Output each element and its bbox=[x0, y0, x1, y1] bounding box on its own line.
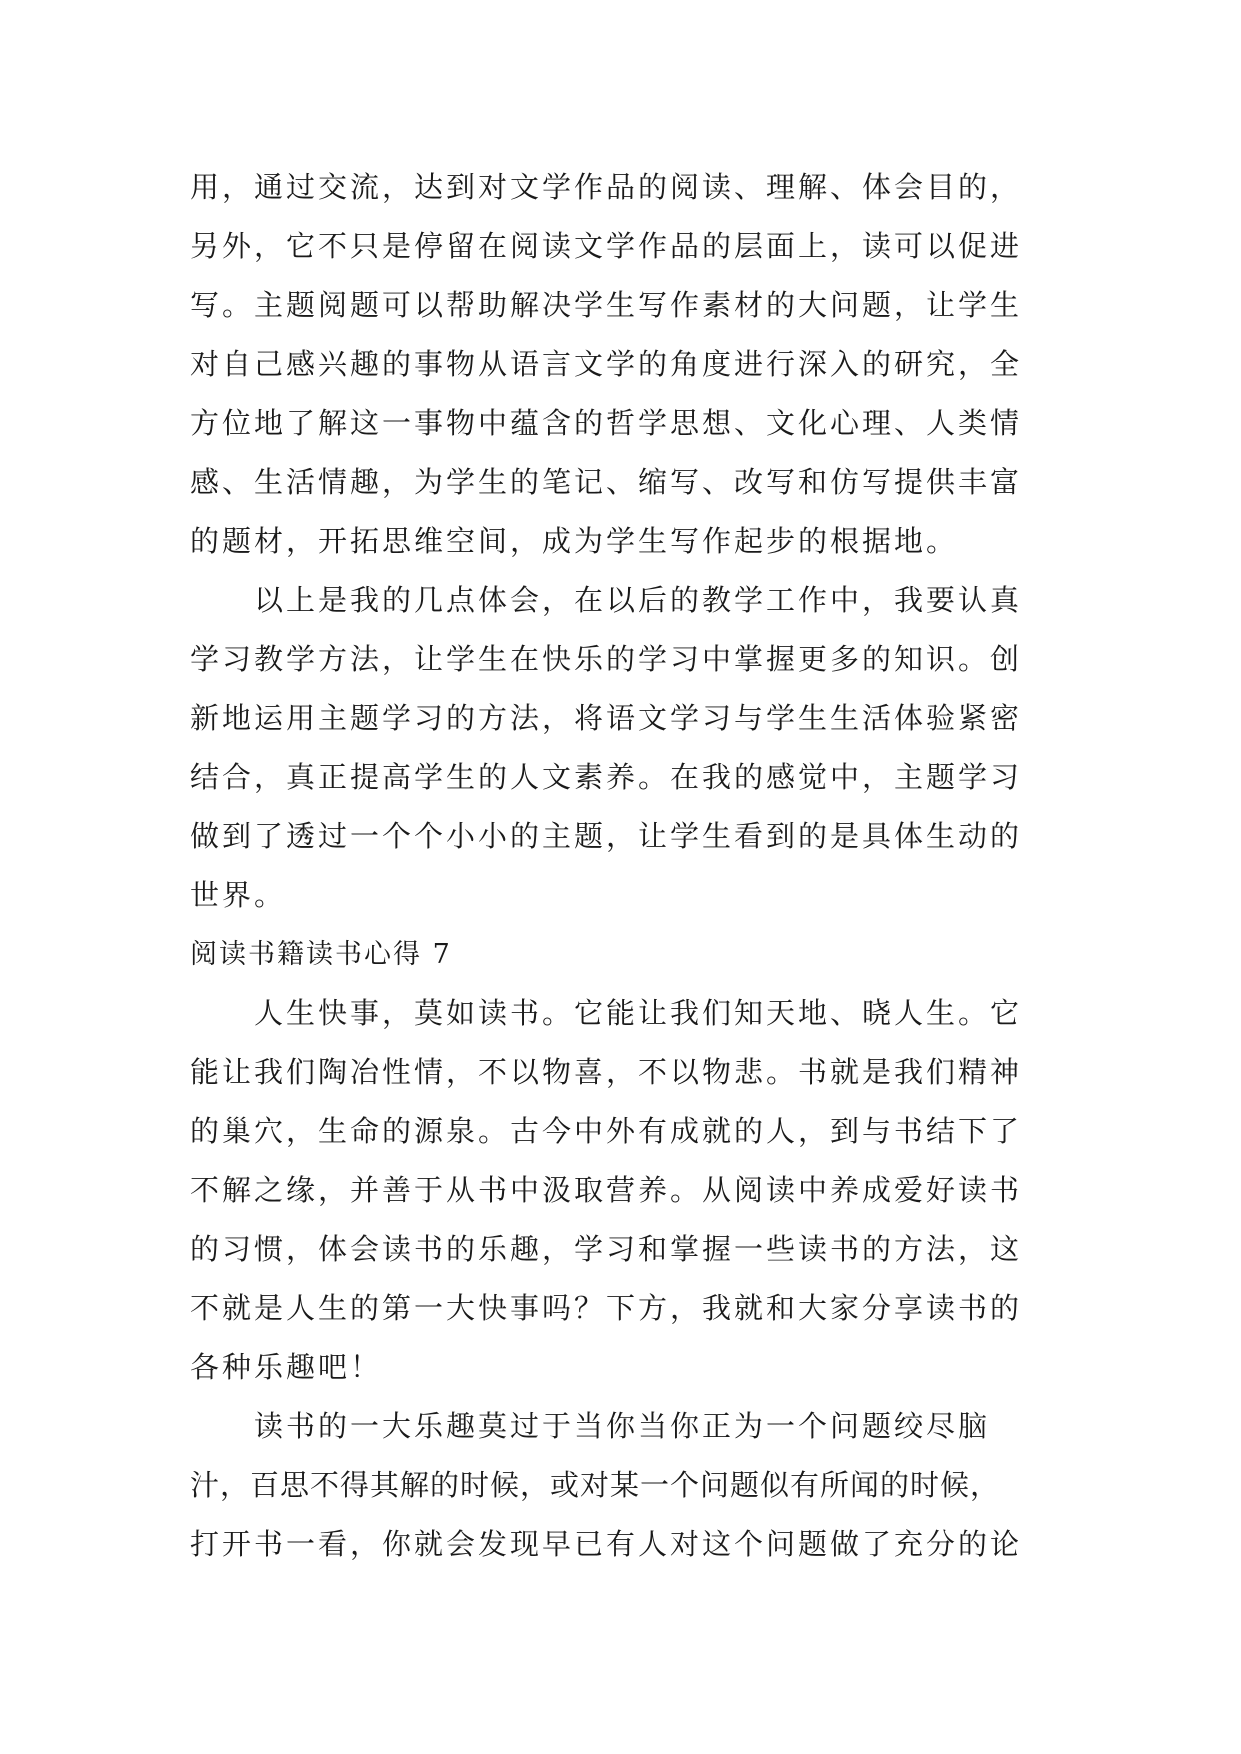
text-line: 打开书一看，你就会发现早已有人对这个问题做了充分的论 bbox=[190, 1527, 1023, 1561]
text-line: 不解之缘，并善于从书中汲取营养。从阅读中养成爱好读书 bbox=[190, 1173, 1023, 1207]
text-line: 世界。 bbox=[190, 878, 287, 912]
paragraph-2 bbox=[190, 571, 1070, 925]
paragraph-1 bbox=[190, 158, 1070, 571]
text-line: 汁，百思不得其解的时候，或对某一个问题似有所闻的时候， bbox=[190, 1468, 1001, 1502]
text-line: 对自己感兴趣的事物从语言文学的角度进行深入的研究，全 bbox=[190, 347, 1023, 381]
text-line: 结合，真正提高学生的人文素养。在我的感觉中，主题学习 bbox=[190, 760, 1023, 794]
text-line: 写。主题阅题可以帮助解决学生写作素材的大问题，让学生 bbox=[190, 288, 1023, 322]
text-line: 做到了透过一个个小小的主题，让学生看到的是具体生动的 bbox=[190, 819, 1023, 853]
text-line: 学习教学方法，让学生在快乐的学习中掌握更多的知识。创 bbox=[190, 642, 1023, 676]
paragraph-4 bbox=[190, 1397, 1070, 1574]
text-line: 读书的一大乐趣莫过于当你当你正为一个问题绞尽脑 bbox=[254, 1409, 991, 1443]
text-line: 各种乐趣吧！ bbox=[190, 1350, 383, 1384]
text-line: 另外，它不只是停留在阅读文学作品的层面上，读可以促进 bbox=[190, 229, 1023, 263]
text-line: 的巢穴，生命的源泉。古今中外有成就的人，到与书结下了 bbox=[190, 1114, 1023, 1148]
text-line: 的习惯，体会读书的乐趣，学习和掌握一些读书的方法，这 bbox=[190, 1232, 1023, 1266]
text-line: 方位地了解这一事物中蕴含的哲学思想、文化心理、人类情 bbox=[190, 406, 1023, 440]
text-line: 用，通过交流，达到对文学作品的阅读、理解、体会目的， bbox=[190, 170, 1023, 204]
text-line: 新地运用主题学习的方法，将语文学习与学生生活体验紧密 bbox=[190, 701, 1023, 735]
document-body bbox=[190, 158, 1070, 1574]
text-line: 能让我们陶冶性情，不以物喜，不以物悲。书就是我们精神 bbox=[190, 1055, 1023, 1089]
paragraph-3 bbox=[190, 984, 1070, 1397]
text-line: 人生快事，莫如读书。它能让我们知天地、晓人生。它 bbox=[254, 996, 1023, 1030]
text-line: 感、生活情趣，为学生的笔记、缩写、改写和仿写提供丰富 bbox=[190, 465, 1023, 499]
text-line: 的题材，开拓思维空间，成为学生写作起步的根据地。 bbox=[190, 524, 959, 558]
text-line: 以上是我的几点体会，在以后的教学工作中，我要认真 bbox=[254, 583, 1023, 617]
section-heading: 阅读书籍读书心得 7 bbox=[190, 939, 452, 970]
text-line: 不就是人生的第一大快事吗？下方，我就和大家分享读书的 bbox=[190, 1291, 1023, 1325]
